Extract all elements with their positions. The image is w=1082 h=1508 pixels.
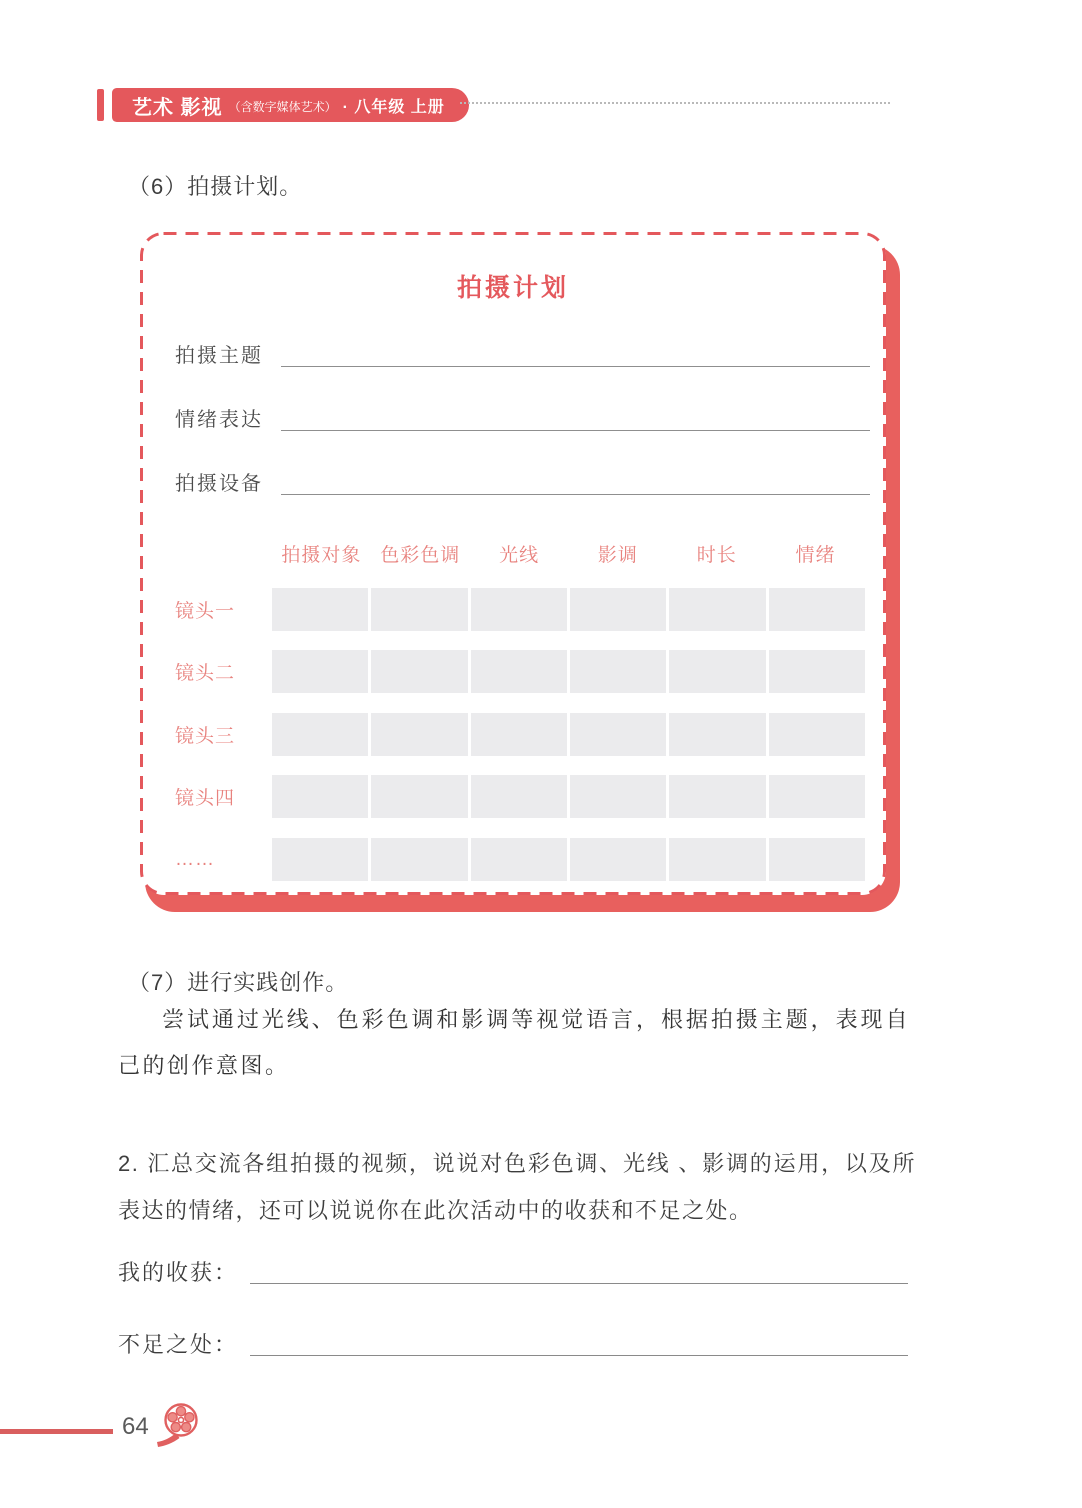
table-cell: [669, 713, 765, 756]
table-row-shot4: [175, 775, 865, 818]
table-cell: [371, 775, 467, 818]
my-gains-row: [118, 1258, 908, 1288]
row-cells: [272, 838, 865, 881]
footer-red-bar: [0, 1429, 113, 1434]
table-cell: [471, 588, 567, 631]
header-dotted-divider: [460, 102, 890, 104]
table-cell: [272, 650, 368, 693]
field-equipment: [175, 470, 870, 498]
table-cell: [570, 713, 666, 756]
table-cell: [471, 838, 567, 881]
badge-title: 艺术 影视: [132, 96, 223, 119]
row-label: 镜头二: [175, 663, 236, 684]
shortcomings-blank-line: [250, 1355, 908, 1356]
page-number: 64: [122, 1413, 149, 1440]
row-label: 镜头四: [175, 788, 236, 809]
table-header-row: [272, 540, 865, 566]
row-cells: [272, 588, 865, 631]
row-label: 镜头三: [175, 726, 236, 747]
col-emotion: 情绪: [795, 545, 836, 566]
table-cell: [471, 775, 567, 818]
badge-left-tab: [97, 89, 104, 121]
table-cell: [570, 838, 666, 881]
col-tone: 影调: [597, 545, 638, 566]
table-cell: [272, 588, 368, 631]
table-cell: [272, 838, 368, 881]
table-row-ellipsis: [175, 838, 865, 881]
col-subject: 拍摄对象: [281, 545, 362, 566]
table-cell: [669, 775, 765, 818]
table-cell: [769, 838, 865, 881]
field-emotion-blank-line: [281, 430, 870, 431]
table-cell: [769, 588, 865, 631]
col-light: 光线: [499, 545, 540, 566]
card-surface: [140, 232, 886, 895]
field-emotion: [175, 406, 870, 434]
section7-paragraph: 尝试通过光线、色彩色调和影调等视觉语言，根据拍摄主题，表现自己的创作意图。: [118, 1008, 910, 1079]
field-theme-label: 拍摄主题: [175, 345, 263, 367]
table-cell: [769, 775, 865, 818]
col-color: 色彩色调: [380, 545, 461, 566]
row-cells: [272, 775, 865, 818]
field-emotion-label: 情绪表达: [175, 409, 263, 431]
table-row-shot1: [175, 588, 865, 631]
book-title-badge: [112, 88, 469, 122]
table-cell: [371, 588, 467, 631]
table-cell: [669, 588, 765, 631]
card-title: 拍摄计划: [456, 274, 569, 302]
table-cell: [371, 713, 467, 756]
table-row-shot2: [175, 650, 865, 693]
section6-heading: （6）拍摄计划。: [128, 174, 303, 199]
table-cell: [769, 713, 865, 756]
badge-grade: · 八年级 上册: [342, 98, 445, 116]
table-row-shot3: [175, 713, 865, 756]
film-reel-icon: [156, 1400, 202, 1455]
my-gains-label: 我的收获：: [118, 1260, 239, 1285]
table-cell: [272, 775, 368, 818]
field-theme-blank-line: [281, 366, 870, 367]
col-duration: 时长: [696, 545, 737, 566]
table-cell: [669, 650, 765, 693]
table-cell: [570, 650, 666, 693]
row-cells: [272, 713, 865, 756]
table-cell: [371, 650, 467, 693]
row-label: 镜头一: [175, 601, 236, 622]
my-gains-blank-line: [250, 1283, 908, 1284]
field-theme: [175, 342, 870, 370]
table-cell: [669, 838, 765, 881]
row-cells: [272, 650, 865, 693]
item2-paragraph: 2. 汇总交流各组拍摄的视频，说说对色彩色调、光线 、影调的运用，以及所表达的情绪，还可以说说你在此次活动中的收获和不足之处。: [118, 1151, 916, 1223]
section7-heading: （7）进行实践创作。: [128, 970, 349, 995]
table-cell: [471, 713, 567, 756]
table-cell: [471, 650, 567, 693]
table-cell: [371, 838, 467, 881]
table-cell: [769, 650, 865, 693]
table-cell: [570, 588, 666, 631]
table-cell: [570, 775, 666, 818]
field-equipment-blank-line: [281, 494, 870, 495]
shortcomings-row: [118, 1330, 908, 1360]
table-cell: [272, 713, 368, 756]
shooting-plan-card: [140, 232, 886, 895]
row-label: ……: [175, 848, 215, 870]
badge-subtitle: （含数字媒体艺术）: [228, 99, 337, 114]
field-equipment-label: 拍摄设备: [175, 473, 263, 495]
shortcomings-label: 不足之处：: [118, 1332, 239, 1357]
